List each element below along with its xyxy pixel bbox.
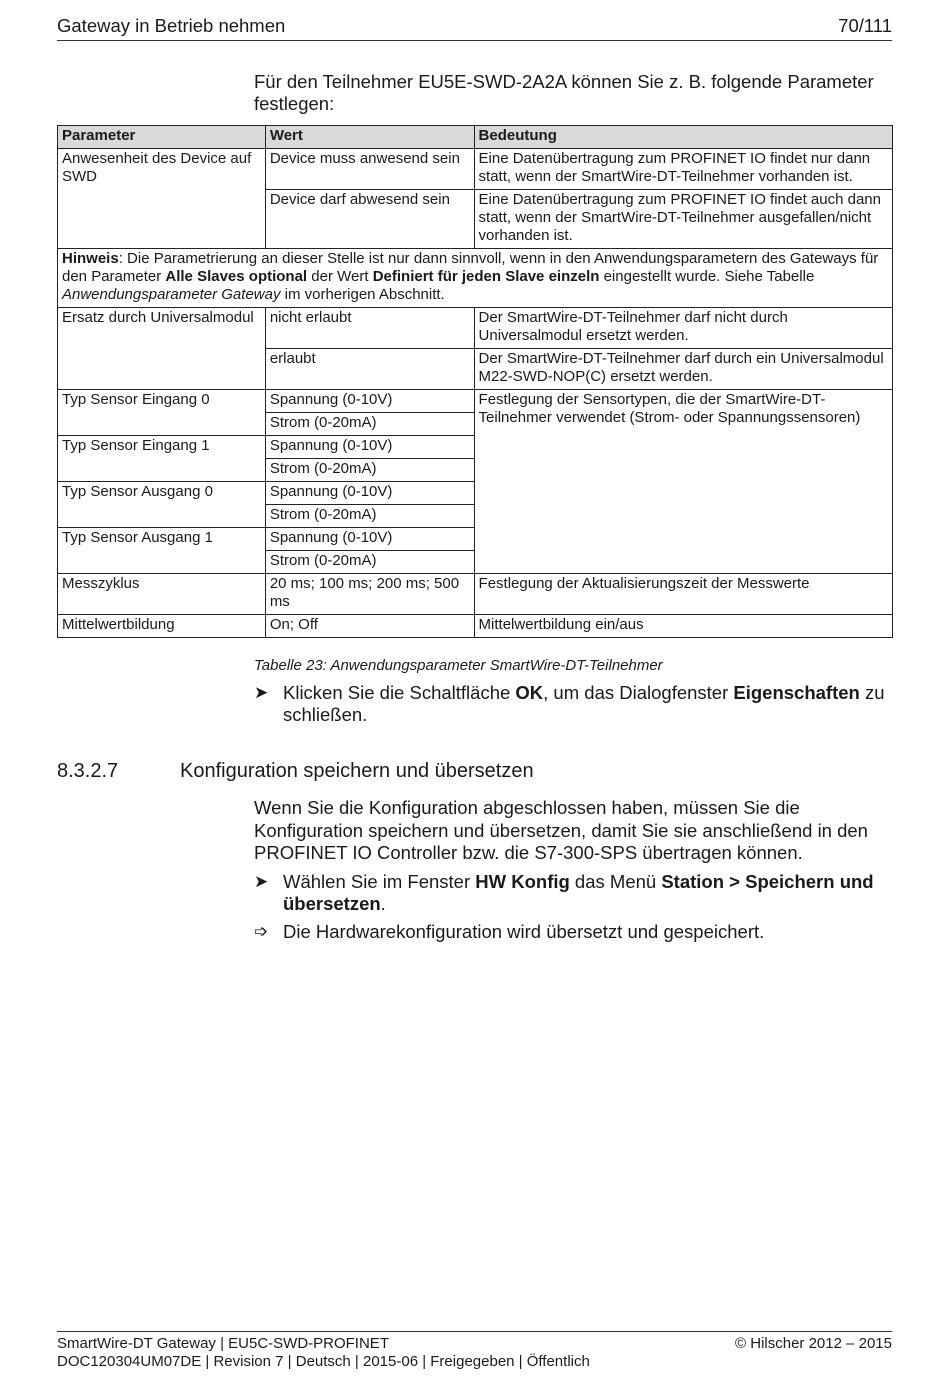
meaning-cell: Festlegung der Sensortypen, die der SmartWire-DT-Teilnehmer verwendet (Strom- oder Spannungssensoren) — [474, 390, 892, 574]
table-caption: Tabelle 23: Anwendungsparameter SmartWire-DT-Teilnehmer — [254, 657, 663, 674]
param-cell: Typ Sensor Eingang 0 — [58, 390, 266, 436]
table-row — [58, 149, 893, 190]
col-header-parameter: Parameter — [58, 126, 266, 149]
value-cell: Strom (0-20mA) — [265, 459, 474, 482]
step-text-part: das Menü — [569, 871, 662, 892]
step-text-part: zu schließen. — [283, 682, 885, 725]
col-header-wert: Wert — [265, 126, 474, 149]
arrowhead-bullet-icon: ➤ — [254, 683, 269, 702]
value-cell: Strom (0-20mA) — [265, 551, 474, 574]
value-cell: On; Off — [265, 615, 474, 638]
value-cell: Spannung (0-10V) — [265, 436, 474, 459]
meaning-cell: Eine Datenübertragung zum PROFINET IO findet auch dann statt, wenn der SmartWire-DT-Teilnehmer ausgefallen/nicht vorhanden ist. — [474, 190, 892, 249]
table-row — [58, 390, 893, 413]
table-row — [58, 615, 893, 638]
section-number: 8.3.2.7 — [57, 760, 119, 782]
value-cell: 20 ms; 100 ms; 200 ms; 500 ms — [265, 574, 474, 615]
value-cell: Spannung (0-10V) — [265, 482, 474, 505]
param-cell: Typ Sensor Ausgang 0 — [58, 482, 266, 528]
param-cell: Messzyklus — [58, 574, 266, 615]
meaning-cell: Der SmartWire-DT-Teilnehmer darf nicht durch Universalmodul ersetzt werden. — [474, 308, 892, 349]
value-cell: Device darf abwesend sein — [265, 190, 474, 249]
param-cell: Typ Sensor Ausgang 1 — [58, 528, 266, 574]
hint-text: der Wert — [307, 268, 373, 285]
footer-doc-info: DOC120304UM07DE | Revision 7 | Deutsch | 2015-06 | Freigegeben | Öffentlich — [57, 1353, 590, 1370]
section-title: Konfiguration speichern und übersetzen — [180, 760, 534, 782]
step-bold: HW Konfig — [475, 871, 570, 892]
value-cell: Strom (0-20mA) — [265, 505, 474, 528]
meaning-cell: Festlegung der Aktualisierungszeit der Messwerte — [474, 574, 892, 615]
result-line — [254, 921, 894, 943]
result-arrow-icon: ➩ — [254, 922, 269, 941]
step-text-part: Klicken Sie die Schaltfläche — [283, 682, 516, 703]
step-bold: OK — [515, 682, 544, 703]
hint-row — [58, 249, 893, 308]
footer-product: SmartWire-DT Gateway | EU5C-SWD-PROFINET — [57, 1335, 389, 1352]
meaning-cell: Mittelwertbildung ein/aus — [474, 615, 892, 638]
value-cell: erlaubt — [265, 349, 474, 390]
value-cell: nicht erlaubt — [265, 308, 474, 349]
hint-cell — [58, 249, 893, 308]
hint-text: eingestellt wurde. Siehe Tabelle — [599, 268, 815, 285]
step-bold: Station > Speichern und übersetzen — [283, 871, 874, 914]
meaning-cell: Der SmartWire-DT-Teilnehmer darf durch ein Universalmodul M22-SWD-NOP(C) ersetzt werden. — [474, 349, 892, 390]
hint-text: : Die Parametrierung an dieser Stelle ist nur dann sinnvoll, wenn in den Anwendungsparametern des Gateways für den Parameter — [62, 250, 879, 285]
body-paragraph: Wenn Sie die Konfiguration abgeschlossen haben, müssen Sie die Konfiguration speichern und übersetzen, damit Sie sie anschließend in den PROFINET IO Controller bzw. die S7-300-SPS übertragen können. — [254, 797, 868, 863]
step-text — [283, 682, 894, 726]
param-cell: Mittelwertbildung — [58, 615, 266, 638]
value-cell: Strom (0-20mA) — [265, 413, 474, 436]
step-text-part: . — [380, 893, 386, 914]
result-text: Die Hardwarekonfiguration wird übersetzt und gespeichert. — [283, 921, 765, 942]
table-row — [58, 308, 893, 349]
step-bold: Eigenschaften — [733, 682, 860, 703]
footer-copyright: © Hilscher 2012 – 2015 — [735, 1335, 892, 1352]
step-text-part: , um das Dialogfenster — [543, 682, 734, 703]
hint-bold: Definiert für jeden Slave einzeln — [372, 268, 600, 285]
hint-label: Hinweis — [62, 250, 119, 267]
hint-text: im vorherigen Abschnitt. — [280, 286, 445, 303]
hint-bold: Alle Slaves optional — [165, 268, 308, 285]
section-heading — [57, 759, 534, 783]
hint-italic: Anwendungsparameter Gateway — [62, 286, 281, 303]
step-text — [283, 871, 894, 915]
meaning-cell: Eine Datenübertragung zum PROFINET IO findet nur dann statt, wenn der SmartWire-DT-Teilnehmer vorhanden ist. — [474, 149, 892, 190]
value-cell: Spannung (0-10V) — [265, 390, 474, 413]
value-cell: Device muss anwesend sein — [265, 149, 474, 190]
page-footer — [57, 1331, 892, 1371]
step-text-part: Wählen Sie im Fenster — [283, 871, 476, 892]
table-row — [58, 574, 893, 615]
col-header-bedeutung: Bedeutung — [474, 126, 892, 149]
header-title: Gateway in Betrieb nehmen — [57, 15, 286, 36]
intro-text: Für den Teilnehmer EU5E-SWD-2A2A können Sie z. B. folgende Parameter festlegen: — [254, 71, 874, 114]
table-header-row — [58, 126, 893, 149]
step-save-compile — [254, 871, 894, 915]
arrowhead-bullet-icon: ➤ — [254, 872, 269, 891]
parameter-table — [57, 125, 893, 638]
value-cell: Spannung (0-10V) — [265, 528, 474, 551]
page-header — [57, 14, 892, 41]
page-number: 70/111 — [838, 15, 892, 36]
param-cell: Anwesenheit des Device auf SWD — [58, 149, 266, 249]
step-close-dialog — [254, 682, 894, 726]
param-cell: Typ Sensor Eingang 1 — [58, 436, 266, 482]
param-cell: Ersatz durch Universalmodul — [58, 308, 266, 390]
